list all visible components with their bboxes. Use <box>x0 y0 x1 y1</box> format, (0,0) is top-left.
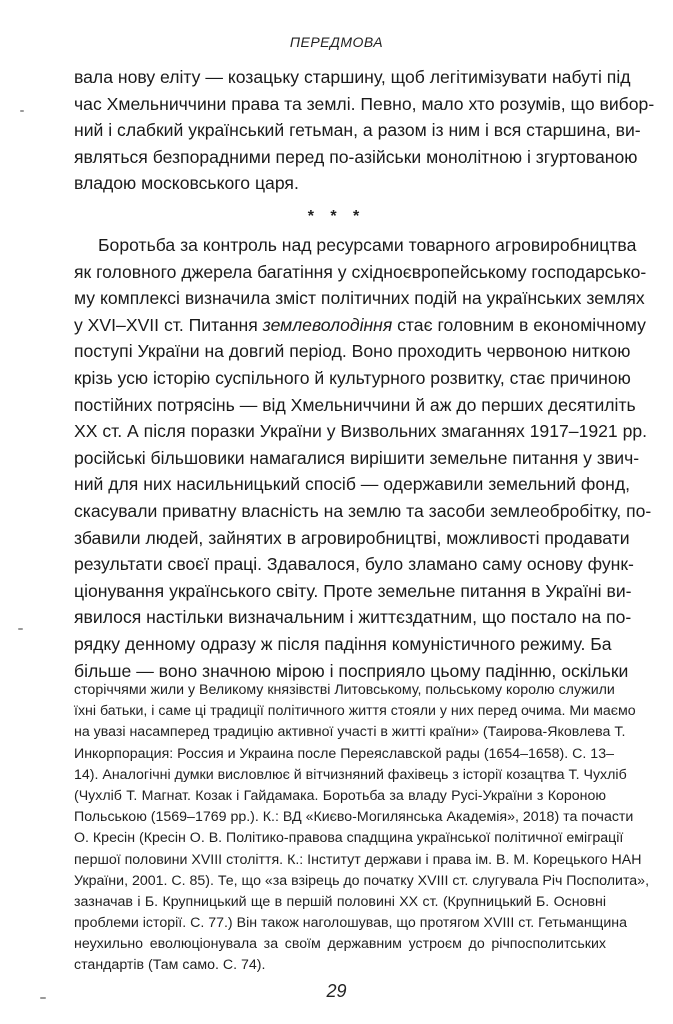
text-line: являться безпорадними перед по-азійськи монолітною і згуртованою <box>74 146 638 167</box>
footnote-line: їхні батьки, і саме ці традиції політичного життя стояли у них перед очима. Ми маємо <box>74 703 636 720</box>
footnote-line: України, 2001. С. 85). Те, що «за взірець до початку XVIII ст. слугувала Річ Посполита», <box>74 872 650 889</box>
footnote-line: 14). Аналогічні думки висловлює й вітчизняний фахівець з історії козацтва Т. Чухліб <box>74 766 627 783</box>
footnote-line: стандартів (Там само. С. 74). <box>74 957 266 974</box>
text-line: постійних потрясінь — від Хмельниччини й аж до перших десятиліть <box>74 394 636 415</box>
text-line: крізь усю історію суспільного й культурного розвитку, стає причиною <box>74 367 631 388</box>
footnote-line: Польською (1569–1769 рр.). К.: ВД «Києво-Могилянська Академія», 2018) та почасти <box>74 809 634 826</box>
text-line: ХХ ст. А після поразки України у Визвольних змаганнях 1917–1921 рр. <box>74 421 648 442</box>
text-line: поступі України на довгий період. Воно проходить червоною ниткою <box>74 341 631 362</box>
text-line: як головного джерела багатіння у східноєвропейському господарсько- <box>74 261 647 282</box>
emphasized-term: землеволодіння <box>262 314 393 335</box>
footnote-line: на увазі насамперед традицію активної участі в житті країни» (Таирова-Яковлева Т. <box>74 724 626 741</box>
text-line: ціонування українського світу. Проте земельне питання в Україні ви- <box>74 580 632 601</box>
text-line: владою московського царя. <box>74 173 299 194</box>
text-line: Боротьба за контроль над ресурсами товарного агровиробництва <box>98 235 637 255</box>
paragraph-continued <box>74 64 655 197</box>
scan-speck <box>18 628 23 630</box>
text-line: ний для них насильницький спосіб — одержавили земельний фонд, <box>74 474 630 495</box>
section-separator: * * * <box>307 208 366 225</box>
scan-speck <box>40 997 46 999</box>
text-line: вала нову еліту — козацьку старшину, щоб легітимізувати набуті під <box>74 67 631 87</box>
text-line: результати своєї праці. Здавалося, було зламано саму основу функ- <box>74 554 634 575</box>
text-line: ний і слабкий український гетьман, а разом із ним і вся старшина, ви- <box>74 120 641 141</box>
paragraph-main <box>74 232 652 684</box>
footnote-line: проблеми історії. С. 77.) Він також наголошував, що протягом XVIII ст. Гетьманщина <box>74 915 627 932</box>
text-line: рядку денному одразу ж після падіння комуністичного режиму. Ба <box>74 633 612 654</box>
text-line: явилося настільки визначальним і життєздатним, що постало на по- <box>74 607 632 628</box>
text-line: час Хмельниччини права та землі. Певно, мало хто розумів, що вибор- <box>74 93 655 114</box>
running-head: ПЕРЕДМОВА <box>289 34 384 50</box>
footnote-line: зазначав і Б. Крупницький ще в першій половині ХХ ст. (Крупницький Б. Основні <box>74 893 606 910</box>
footnote-line: першої половини XVIII століття. К.: Інститут держави і права ім. В. М. Корецького НАН <box>74 851 642 868</box>
text-line: скасували приватну власність на землю та засоби землеобробітку, по- <box>74 500 652 521</box>
text-line: російські більшовики намагалися вирішити земельне питання у звич- <box>74 447 640 468</box>
page-number: 29 <box>326 981 347 1001</box>
scan-speck <box>20 110 24 112</box>
text-line: му комплексі визначила зміст політичних подій на українських землях <box>74 288 645 309</box>
text-line: більше — воно значною мірою і посприяло цьому падінню, оскільки <box>74 660 629 681</box>
footnote-line: сторіччями жили у Великому князівстві Литовському, польському королю служили <box>74 682 615 698</box>
footnote-line: (Чухліб Т. Магнат. Козак і Гайдамака. Боротьба за владу Русі-України з Короною <box>74 787 606 804</box>
footnote-line: Инкорпорация: Россия и Украина после Переяславской рады (1654–1658). С. 13– <box>74 745 614 762</box>
text-line: збавили людей, зайнятих в агровиробництві, можливості продавати <box>74 527 630 548</box>
footnote-line: неухильно еволюціонувала за своїм державним устроєм до річпосполитських <box>74 936 606 953</box>
text-line: у XVI–XVII ст. Питання землеволодіння стає головним в економічному <box>74 314 646 335</box>
footnote <box>74 680 650 977</box>
footnote-line: О. Кресін (Кресін О. В. Політико-правова спадщина української політичної еміграції <box>74 830 624 847</box>
